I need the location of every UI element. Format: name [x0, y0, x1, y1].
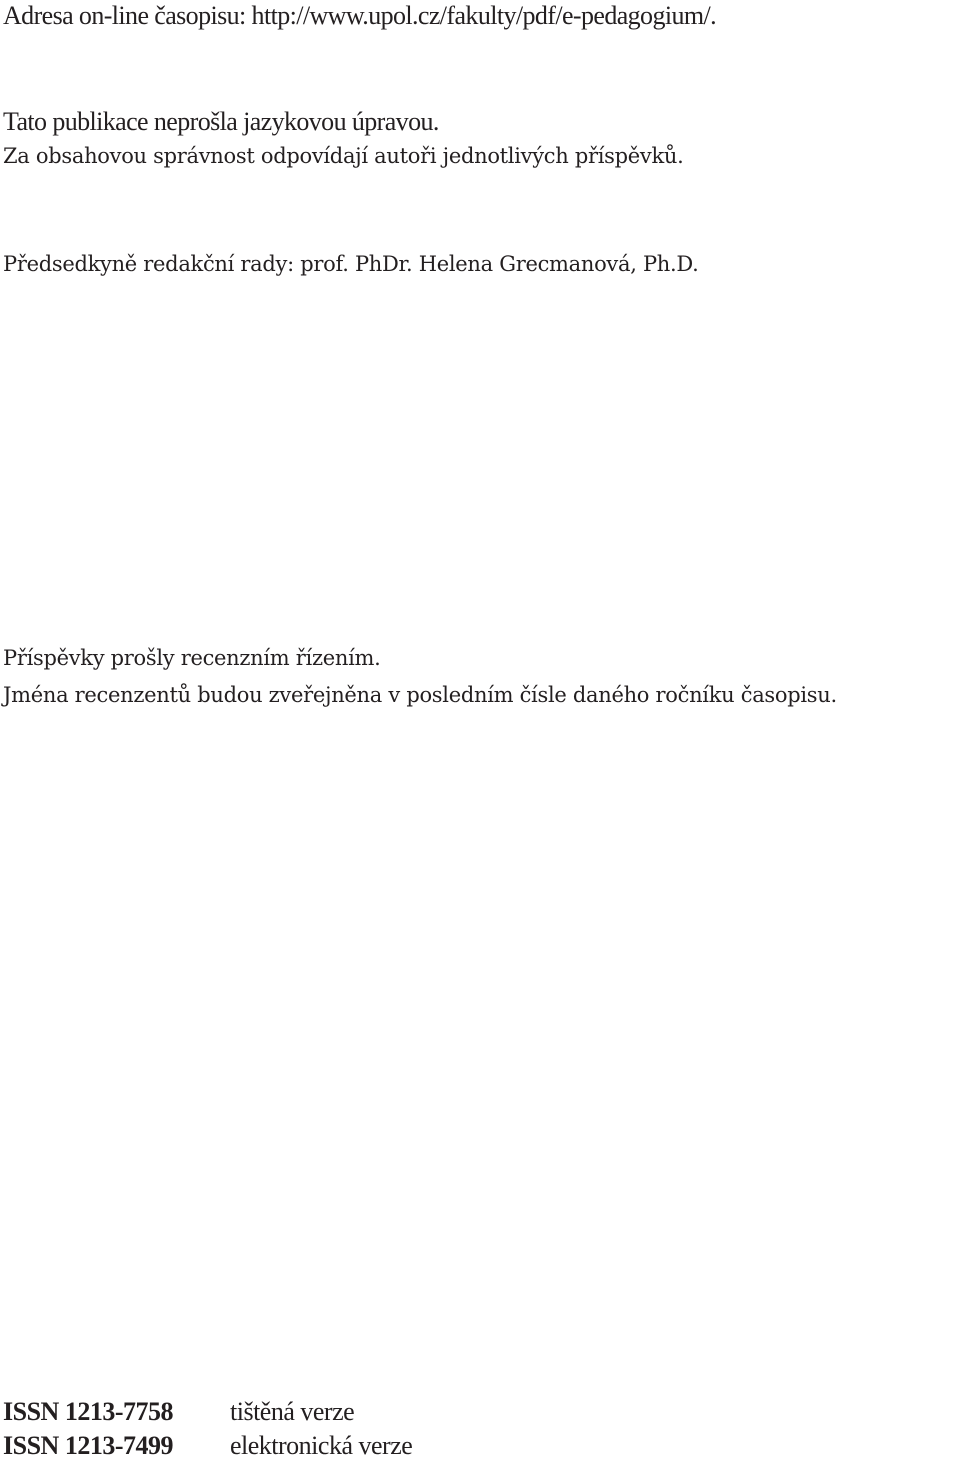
reviewers-notice: Jména recenzentů budou zveřejněna v posledním čísle daného ročníku časopisu.: [3, 683, 837, 707]
disclaimer-content: Za obsahovou správnost odpovídají autoři jednotlivých příspěvků.: [3, 144, 684, 168]
issn-print-number: ISSN 1213-7758: [3, 1397, 173, 1426]
issn-electronic-number: ISSN 1213-7499: [3, 1431, 173, 1460]
disclaimer-language: Tato publikace neprošla jazykovou úpravou.: [3, 107, 439, 136]
issn-print-label: tištěná verze: [230, 1397, 355, 1426]
editorial-board-chair: Předsedkyně redakční rady: prof. PhDr. Helena Grecmanová, Ph.D.: [3, 252, 699, 276]
review-notice: Příspěvky prošly recenzním řízením.: [3, 646, 381, 670]
online-address: Adresa on-line časopisu: http://www.upol.cz/fakulty/pdf/e-pedagogium/.: [3, 1, 717, 30]
issn-print-row: [3, 1399, 354, 1425]
issn-electronic-label: elektronická verze: [230, 1431, 413, 1460]
issn-electronic-row: [3, 1433, 412, 1459]
